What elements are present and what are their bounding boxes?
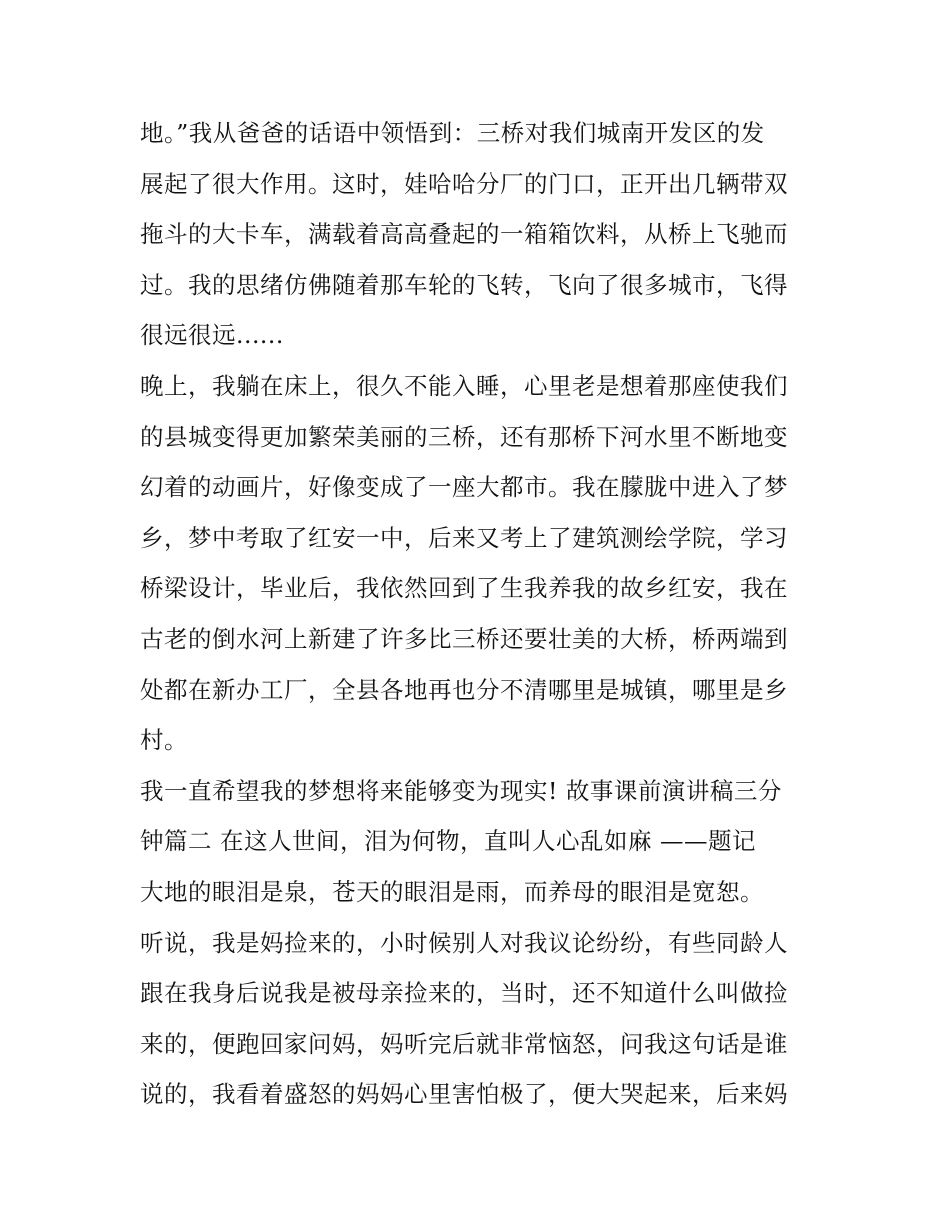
text-line: 钟篇二 在这人世间，泪为何物，直叫人心乱如麻 ——题记 [140,827,756,856]
text-line: 展起了很大作用。这时，娃哈哈分厂的门口，正开出几辆带双 [140,169,788,198]
text-line: 古老的倒水河上新建了许多比三桥还要壮美的大桥，桥两端到 [140,624,788,653]
text-line: 很远很远...... [140,321,284,350]
text-line: 地。”我从爸爸的话语中领悟到：三桥对我们城南开发区的发 [140,119,765,147]
text-line: 拖斗的大卡车，满载着高高叠起的一箱箱饮料，从桥上飞驰而 [140,220,788,249]
text-line: 来的，便跑回家问妈，妈听完后就非常恼怒，问我这句话是谁 [140,1029,788,1058]
text-line: 过。我的思绪仿佛随着那车轮的飞转，飞向了很多城市，飞得 [140,270,788,299]
text-line: 跟在我身后说我是被母亲捡来的，当时，还不知道什么叫做捡 [140,979,788,1008]
text-line: 我一直希望我的梦想将来能够变为现实! 故事课前演讲稿三分 [140,776,782,805]
text-line: 处都在新办工厂，全县各地再也分不清哪里是城镇，哪里是乡 [140,675,788,704]
text-line: 乡，梦中考取了红安一中，后来又考上了建筑测绘学院，学习 [140,523,788,552]
text-line: 晚上，我躺在床上，很久不能入睡，心里老是想着那座使我们 [140,371,788,400]
text-line: 幻着的动画片，好像变成了一座大都市。我在朦胧中进入了梦 [140,473,788,502]
text-line: 桥梁设计，毕业后，我依然回到了生我养我的故乡红安，我在 [140,574,788,603]
text-line: 听说，我是妈捡来的，小时候别人对我议论纷纷，有些同龄人 [140,928,788,957]
body-text [140,108,820,1120]
text-line: 大地的眼泪是泉，苍天的眼泪是雨，而养母的眼泪是宽恕。 [140,877,764,906]
text-line: 说的，我看着盛怒的妈妈心里害怕极了，便大哭起来，后来妈 [140,1080,788,1109]
text-line: 村。 [140,726,188,755]
text-line: 的县城变得更加繁荣美丽的三桥，还有那桥下河水里不断地变 [140,422,788,451]
